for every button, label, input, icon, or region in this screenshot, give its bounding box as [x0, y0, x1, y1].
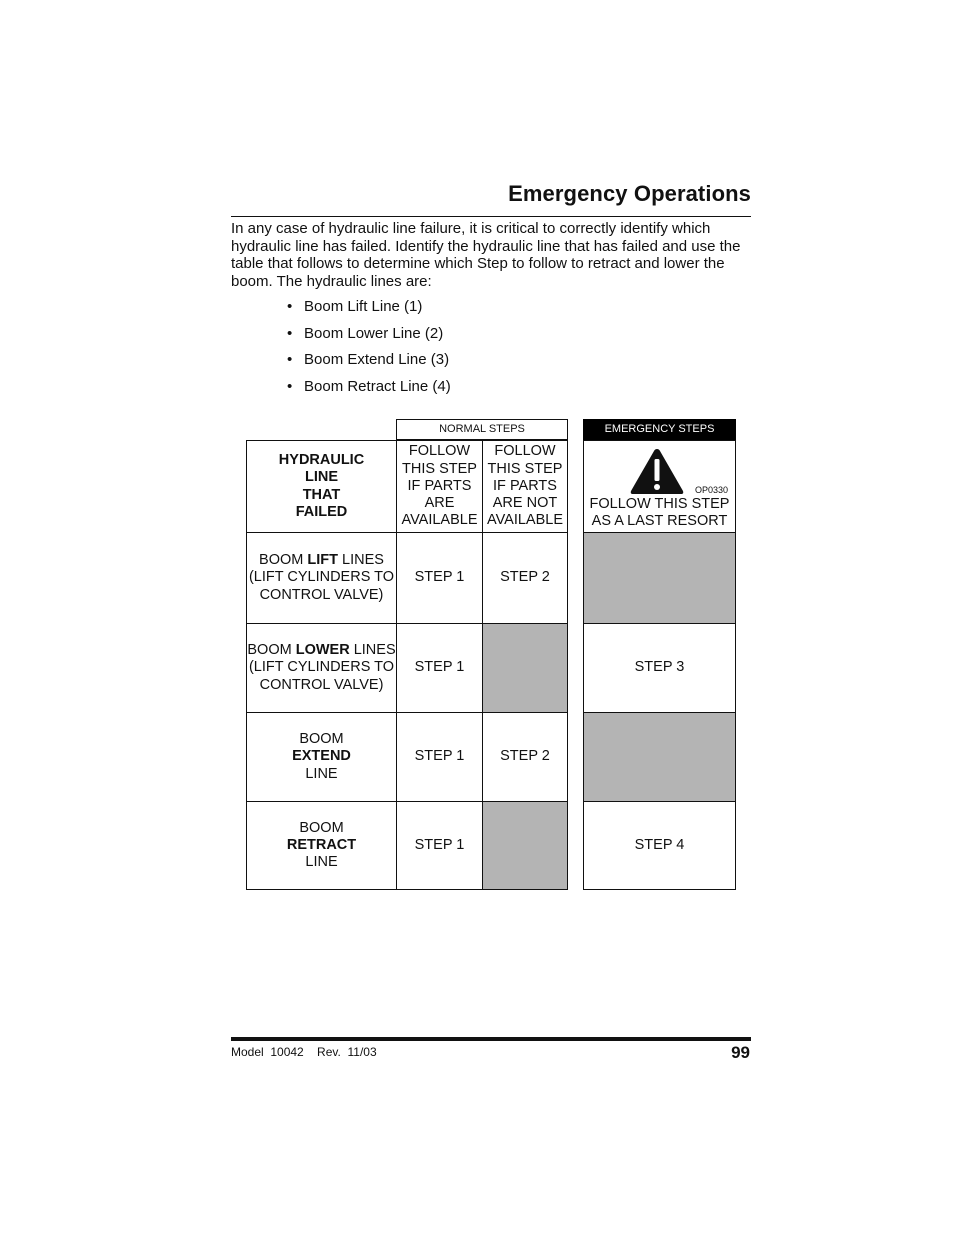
row-lift-available: STEP 1 [396, 533, 483, 624]
row-retract-emergency: STEP 4 [583, 801, 736, 890]
header-parts-not-available: FOLLOW THIS STEP IF PARTS ARE NOT AVAILABLE [482, 440, 568, 535]
row-lower-not-available [482, 623, 568, 713]
row-extend-emergency [583, 712, 736, 802]
row-lift-emergency [583, 533, 736, 624]
row-extend-not-available: STEP 2 [482, 712, 568, 802]
row-lift-not-available: STEP 2 [482, 533, 568, 624]
emergency-steps-header: EMERGENCY STEPS [583, 419, 736, 440]
warning-icon [629, 446, 685, 496]
row-line-retract: BOOM RETRACT LINE [246, 801, 397, 890]
intro-paragraph: In any case of hydraulic line failure, it is critical to correctly identify which hydraulic line has failed. Identify the hydraulic line that has failed and use the table that follows to determine which Step to follow to retract and lower the boom. The hydraulic lines are: [231, 220, 741, 290]
page-number: 99 [731, 1043, 750, 1062]
row-line-lower: BOOM LOWER LINES (LIFT CYLINDERS TO CONTROL VALVE) [246, 623, 397, 713]
title-rule [231, 216, 751, 217]
warning-text: FOLLOW THIS STEP AS A LAST RESORT [589, 496, 730, 530]
figure-code: OP0330 [695, 485, 729, 495]
row-line-lift: BOOM LIFT LINES (LIFT CYLINDERS TO CONTROL VALVE) [246, 533, 397, 624]
row-line-extend: BOOM EXTEND LINE [246, 712, 397, 802]
header-hydraulic-line: HYDRAULIC LINE THAT FAILED [246, 440, 397, 535]
hydraulic-lines-list [287, 298, 451, 405]
footer-model: Model 10042 Rev. 11/03 [231, 1045, 377, 1059]
normal-steps-header: NORMAL STEPS [396, 419, 568, 440]
row-extend-available: STEP 1 [396, 712, 483, 802]
list-item: • Boom Lower Line (2) [287, 325, 451, 352]
list-item: • Boom Extend Line (3) [287, 351, 451, 378]
list-item: • Boom Retract Line (4) [287, 378, 451, 405]
row-retract-available: STEP 1 [396, 801, 483, 890]
footer-rule [231, 1037, 751, 1041]
row-lower-emergency: STEP 3 [583, 623, 736, 713]
row-retract-not-available [482, 801, 568, 890]
page-title: Emergency Operations [508, 181, 751, 206]
header-parts-available: FOLLOW THIS STEP IF PARTS ARE AVAILABLE [396, 440, 483, 535]
row-lower-available: STEP 1 [396, 623, 483, 713]
list-item: • Boom Lift Line (1) [287, 298, 451, 325]
